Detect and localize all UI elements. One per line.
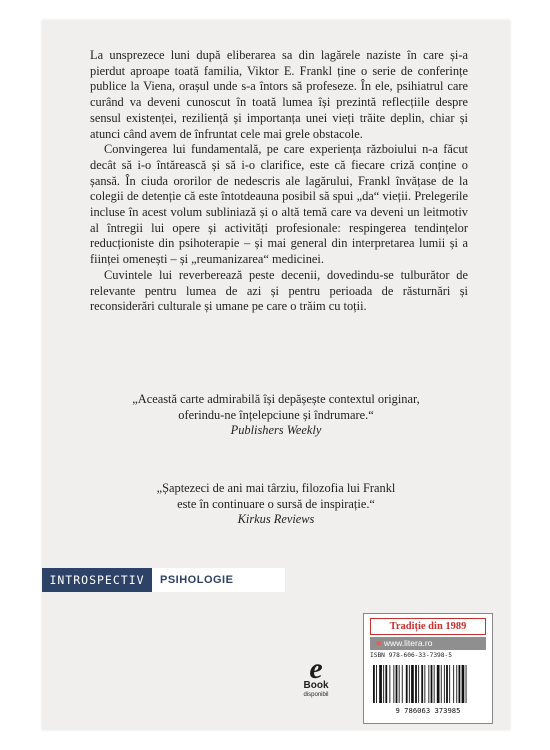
category-label: PSIHOLOGIE: [160, 574, 234, 586]
quote-source: Publishers Weekly: [230, 423, 322, 438]
barcode-bar: [424, 665, 425, 703]
barcode-bar: [453, 665, 454, 703]
barcode-bar: [379, 665, 382, 703]
website-text: www.litera.ro: [383, 638, 433, 648]
barcode-bar: [383, 665, 384, 703]
barcode-bar: [421, 665, 423, 703]
paragraph-1: La unsprezece luni după eliberarea sa din lagărele naziste în care și-a pierdut aproape toată familia, Viktor E. Frankl ține o serie de conferințe publice la Viena, orașul unde s-a întors să profeseze. În ele, psihiatrul care curând va deveni cunoscut în toată lumea își prezintă reflecțiile despre sensul existenței, reziliență și importanța unei vieți trăite deplin, chiar și atunci când avem de înfruntat cele mai grele obstacole.: [90, 48, 468, 141]
quote-line: oferindu-ne înțelepciune și îndrumare.“: [178, 407, 374, 422]
barcode-bar: [459, 665, 461, 703]
ebook-available: disponibil: [303, 692, 329, 698]
barcode-bar: [389, 665, 390, 703]
quote-source: Kirkus Reviews: [237, 512, 315, 527]
barcode-bar: [409, 665, 410, 703]
review-quote-kirkus: [42, 481, 510, 528]
barcode-digits: 9 786063 373985: [395, 706, 461, 715]
barcode-bar: [399, 665, 400, 703]
ebook-logo: [296, 652, 336, 699]
barcode-bar: [462, 665, 465, 703]
barcode-bar: [376, 665, 377, 703]
barcode-bar: [373, 665, 375, 703]
back-cover: [42, 20, 510, 730]
barcode-bar: [396, 665, 398, 703]
barcode-bar: [402, 665, 403, 703]
paragraph-2: Convingerea lui fundamentală, pe care experiența războiului n-a făcut decât să i-o întărească și să i-o clarifice, este că fiecare criză conține o șansă. În ciuda ororilor de nedescris ale lagărului, Frankl învățase de la colegii de detenție că este întotdeauna posibil să spui „da“ vieții. Prelegerile incluse în acest volum subliniază și o altă temă care va deveni un leitmotiv al întregii lui opere și activități profesionale: respingerea tendințelor reducționiste din psihoterapie – și mai general din interpretarea lumii și a ființei omenești – și „reumanizarea“ medicinei.: [90, 142, 468, 267]
book-icon: ■: [376, 638, 382, 648]
publisher-barcode-box: [363, 613, 493, 724]
ebook-word: Book: [303, 680, 329, 691]
barcode-bar: [431, 665, 433, 703]
publisher-website: [370, 637, 486, 650]
description-text: [90, 48, 468, 315]
barcode-bar: [449, 665, 450, 703]
barcode-bar: [406, 665, 408, 703]
barcode-bar: [385, 665, 387, 703]
barcode-bar: [411, 665, 414, 703]
series-band: [42, 568, 285, 592]
barcode-bar: [415, 665, 417, 703]
barcode-bar: [393, 665, 394, 703]
series-label: INTROSPECTIV: [42, 568, 152, 592]
barcode-bar: [446, 665, 448, 703]
ebook-e-icon: e: [309, 652, 323, 685]
tradition-badge: Tradiție din 1989: [370, 618, 486, 635]
barcode-bar: [441, 665, 442, 703]
barcode-bar: [466, 665, 467, 703]
review-quote-publishers-weekly: [42, 392, 510, 439]
barcode-image: [370, 663, 486, 715]
barcode-bar: [444, 665, 445, 703]
isbn-number: ISBN 978-606-33-7398-5: [370, 652, 452, 659]
quote-line: „Această carte admirabilă își depășește contextul originar,: [132, 392, 420, 406]
quote-line: este în continuare o sursă de inspirație.“: [177, 496, 375, 511]
barcode-bar: [428, 665, 429, 703]
barcode-bar: [456, 665, 457, 703]
quote-line: „Șaptezeci de ani mai târziu, filozofia lui Frankl: [156, 481, 396, 495]
barcode-bar: [437, 665, 440, 703]
barcode-bar: [434, 665, 435, 703]
barcode-bar: [418, 665, 419, 703]
paragraph-3: Cuvintele lui reverberează peste decenii, dovedindu-se tulburător de relevante pentru lumea de azi și pentru perioada de răsturnări și reconsiderări culturale și umane pe care o trăim cu toții.: [90, 267, 468, 314]
